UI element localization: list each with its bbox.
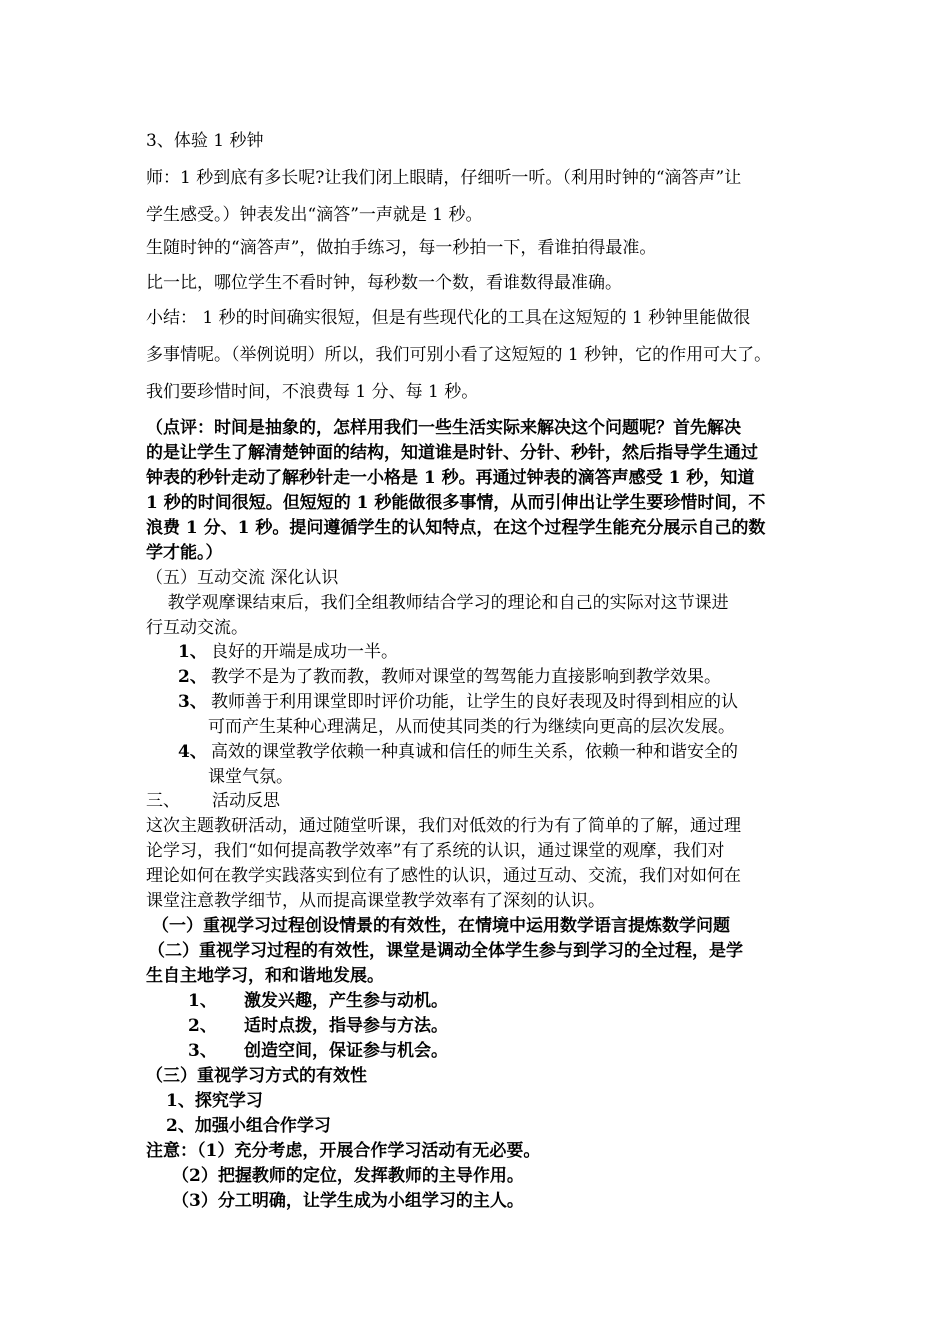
paragraph-line: 教学观摩课结束后，我们全组教师结合学习的理论和自己的实际对这节课进 [146, 593, 729, 613]
list-number: 3、 [188, 1041, 217, 1061]
paragraph-line: 小结： 1 秒的时间确实很短，但是有些现代化的工具在这短短的 1 秒钟里能做很 [146, 308, 751, 328]
list-item: 高效的课堂教学依赖一种真诚和信任的师生关系，依赖一种和谐安全的 [211, 742, 738, 762]
subsection-one: （一）重视学习过程创设情景的有效性，在情境中运用数学语言提炼数学问题 [152, 916, 730, 936]
comment-line: 的是让学生了解清楚钟面的结构，知道谁是时针、分针、秒针，然后指导学生通过 [146, 443, 758, 463]
paragraph-line: 学生感受。）钟表发出“滴答”一声就是 1 秒。 [146, 205, 483, 225]
paragraph-line: 比一比，哪位学生不看时钟，每秒数一个数，看谁数得最准确。 [146, 273, 622, 293]
comment-line: 钟表的秒针走动了解秒针走一小格是 1 秒。再通过钟表的滴答声感受 1 秒，知道 [146, 468, 755, 488]
list-item-continued: 课堂气氛。 [208, 767, 293, 787]
list-item: 教师善于利用课堂即时评价功能，让学生的良好表现及时得到相应的认 [211, 692, 738, 712]
subsection-two-continued: 生自主地学习，和和谐地发展。 [146, 966, 384, 986]
comment-line: （点评：时间是抽象的，怎样用我们一些生活实际来解决这个问题呢？首先解决 [146, 418, 741, 438]
list-item: 激发兴趣，产生参与动机。 [244, 991, 448, 1011]
list-item-continued: 可而产生某种心理满足，从而使其同类的行为继续向更高的层次发展。 [208, 717, 735, 737]
list-item: 教学不是为了教而教，教师对课堂的驾驾能力直接影响到教学效果。 [211, 667, 721, 687]
list-number: 2、 [188, 1016, 217, 1036]
subsection-two: （二）重视学习过程的有效性，课堂是调动全体学生参与到学习的全过程，是学 [148, 941, 743, 961]
comment-line: 1 秒的时间很短。但短短的 1 秒能做很多事情，从而引伸出让学生要珍惜时间，不 [146, 493, 766, 513]
list-number: 4、 [178, 742, 207, 762]
comment-line: 学才能。） [146, 543, 223, 563]
note-line: 注意：（1）充分考虑，开展合作学习活动有无必要。 [146, 1141, 541, 1161]
section-heading-experience-one-second: 3、体验 1 秒钟 [146, 131, 264, 151]
paragraph-line: 行互动交流。 [146, 618, 248, 638]
paragraph-line: 这次主题教研活动，通过随堂听课，我们对低效的行为有了简单的了解，通过理 [146, 816, 741, 836]
comment-line: 浪费 1 分、1 秒。提问遵循学生的认知特点，在这个过程学生能充分展示自己的数 [146, 518, 766, 538]
note-line: （3）分工明确，让学生成为小组学习的主人。 [172, 1191, 524, 1211]
list-item: 2、加强小组合作学习 [166, 1116, 331, 1136]
paragraph-line: 课堂注意教学细节，从而提高课堂教学效率有了深刻的认识。 [146, 891, 605, 911]
paragraph-line: 师：1 秒到底有多长呢?让我们闭上眼睛，仔细听一听。（利用时钟的“滴答声”让 [146, 168, 742, 188]
section-heading-reflection: 活动反思 [212, 791, 280, 811]
list-number: 2、 [178, 667, 207, 687]
list-item: 1、探究学习 [166, 1091, 263, 1111]
note-line: （2）把握教师的定位，发挥教师的主导作用。 [172, 1166, 524, 1186]
list-number: 3、 [178, 692, 207, 712]
paragraph-line: 理论如何在教学实践落实到位有了感性的认识，通过互动、交流，我们对如何在 [146, 866, 741, 886]
section-heading-interaction: （五）互动交流 深化认识 [146, 568, 339, 588]
paragraph-line: 生随时钟的“滴答声”，做拍手练习，每一秒拍一下，看谁拍得最准。 [146, 238, 657, 258]
paragraph-line: 论学习，我们“如何提高教学效率”有了系统的认识，通过课堂的观摩，我们对 [146, 841, 725, 861]
subsection-three: （三）重视学习方式的有效性 [146, 1066, 367, 1086]
list-number: 1、 [188, 991, 217, 1011]
list-number: 1、 [178, 642, 207, 662]
list-item: 创造空间，保证参与机会。 [244, 1041, 448, 1061]
list-item: 良好的开端是成功一半。 [211, 642, 398, 662]
list-item: 适时点拨，指导参与方法。 [244, 1016, 448, 1036]
paragraph-line: 多事情呢。（举例说明）所以，我们可别小看了这短短的 1 秒钟，它的作用可大了。 [146, 345, 772, 365]
section-number: 三、 [146, 791, 180, 811]
paragraph-line: 我们要珍惜时间，不浪费每 1 分、每 1 秒。 [146, 382, 479, 402]
